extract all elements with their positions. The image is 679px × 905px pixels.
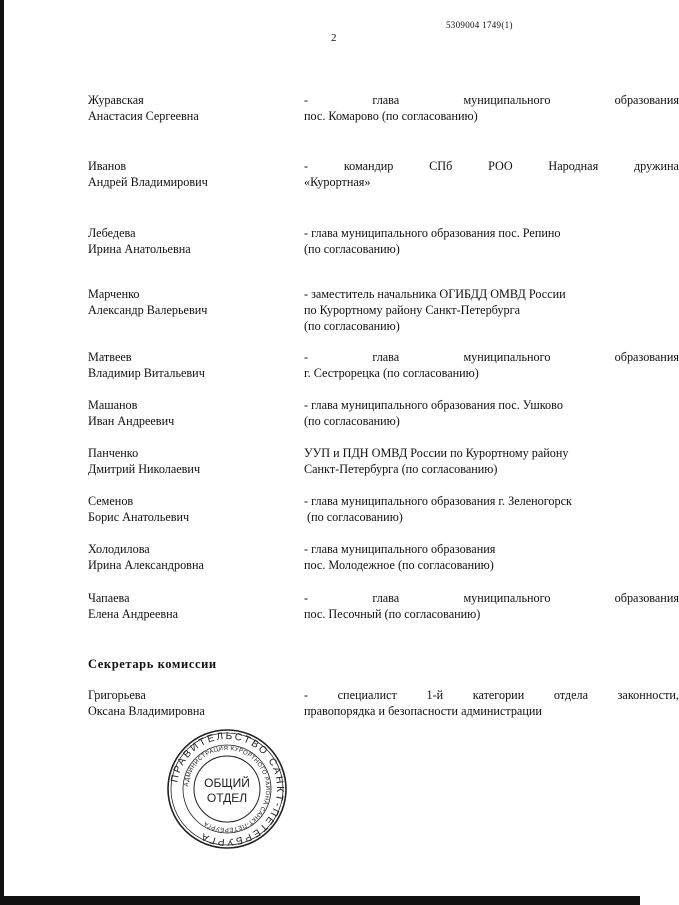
member-given-name: Борис Анатольевич <box>88 510 190 524</box>
member-name <box>88 397 293 429</box>
member-name <box>88 225 293 257</box>
member-name <box>88 286 293 318</box>
role-line: пос. Песочный (по согласованию) <box>304 607 481 621</box>
role-line: УУП и ПДН ОМВД России по Курортному району <box>304 446 569 460</box>
member-given-name: Ирина Александровна <box>88 558 204 572</box>
role-line: «Курортная» <box>304 175 371 189</box>
member-name <box>88 445 293 477</box>
member-given-name: Ирина Анатольевна <box>88 242 191 256</box>
member-given-name: Александр Валерьевич <box>88 303 208 317</box>
member-role <box>304 541 679 573</box>
member-name <box>88 590 293 622</box>
member-surname: Матвеев <box>88 350 132 364</box>
member-role <box>304 158 679 190</box>
stamp-center-line2: ОТДЕЛ <box>206 791 248 805</box>
member-surname: Семенов <box>88 494 134 508</box>
document-id: 5309004 1749(1) <box>446 20 513 30</box>
member-surname: Машанов <box>88 398 138 412</box>
stamp-inner-text: АДМИНИСТРАЦИЯ КУРОРТНОГО РАЙОНА САНКТ-ПЕТЕРБУРГА <box>184 745 271 833</box>
member-surname: Холодилова <box>88 542 150 556</box>
member-role <box>304 445 679 477</box>
member-role <box>304 225 679 257</box>
scan-edge-left <box>0 0 4 905</box>
stamp-outer-text: ПРАВИТЕЛЬСТВО САНКТ-ПЕТЕРБУРГА <box>169 730 286 848</box>
member-name <box>88 541 293 573</box>
role-line: по Курортному району Санкт-Петербурга <box>304 303 521 317</box>
role-line: (по согласованию) <box>304 319 400 333</box>
role-line: - глава муниципального образования <box>304 542 496 556</box>
member-given-name: Анастасия Сергеевна <box>88 109 199 123</box>
role-line: Санкт-Петербурга (по согласованию) <box>304 462 498 476</box>
role-justified-line: - глава муниципального образования <box>304 591 679 605</box>
member-role <box>304 687 679 719</box>
role-line: пос. Молодежное (по согласованию) <box>304 558 494 572</box>
role-line: правопорядка и безопасности администрации <box>304 704 542 718</box>
member-role <box>304 590 679 622</box>
member-surname: Иванов <box>88 159 127 173</box>
member-given-name: Владимир Витальевич <box>88 366 205 380</box>
member-name <box>88 493 293 525</box>
role-justified-line: - глава муниципального образования <box>304 350 679 364</box>
role-justified-line: - командир СПб РОО Народная дружина <box>304 159 679 173</box>
member-surname: Журавская <box>88 93 144 107</box>
role-line: (по согласованию) <box>304 510 403 524</box>
role-justified-line: - специалист 1-й категории отдела законности, <box>304 688 679 702</box>
member-given-name: Оксана Владимировна <box>88 704 205 718</box>
role-line: - глава муниципального образования г. Зеленогорск <box>304 494 572 508</box>
member-role <box>304 397 679 429</box>
role-line: - заместитель начальника ОГИБДД ОМВД России <box>304 287 566 301</box>
member-given-name: Елена Андреевна <box>88 607 179 621</box>
role-line: пос. Комарово (по согласованию) <box>304 109 478 123</box>
member-role <box>304 349 679 381</box>
role-line: - глава муниципального образования пос. Репино <box>304 226 561 240</box>
member-surname: Марченко <box>88 287 140 301</box>
member-name <box>88 92 293 124</box>
member-surname: Чапаева <box>88 591 130 605</box>
role-line: (по согласованию) <box>304 414 400 428</box>
member-name <box>88 687 293 719</box>
member-given-name: Иван Андреевич <box>88 414 175 428</box>
member-surname: Григорьева <box>88 688 146 702</box>
member-role <box>304 92 679 124</box>
role-line: г. Сестрорецка (по согласованию) <box>304 366 479 380</box>
stamp-center-line1: ОБЩИЙ <box>204 776 250 790</box>
secretary-heading: Секретарь комиссии <box>88 657 217 671</box>
official-stamp <box>165 727 289 851</box>
member-name <box>88 349 293 381</box>
member-name <box>88 158 293 190</box>
role-line: - глава муниципального образования пос. Ушково <box>304 398 563 412</box>
member-given-name: Дмитрий Николаевич <box>88 462 201 476</box>
member-role <box>304 286 679 334</box>
role-justified-line: - глава муниципального образования <box>304 93 679 107</box>
scan-edge-bottom <box>0 896 640 905</box>
member-surname: Панченко <box>88 446 139 460</box>
role-line: (по согласованию) <box>304 242 400 256</box>
member-surname: Лебедева <box>88 226 136 240</box>
member-role <box>304 493 679 525</box>
member-given-name: Андрей Владимирович <box>88 175 208 189</box>
page-number: 2 <box>331 32 337 44</box>
